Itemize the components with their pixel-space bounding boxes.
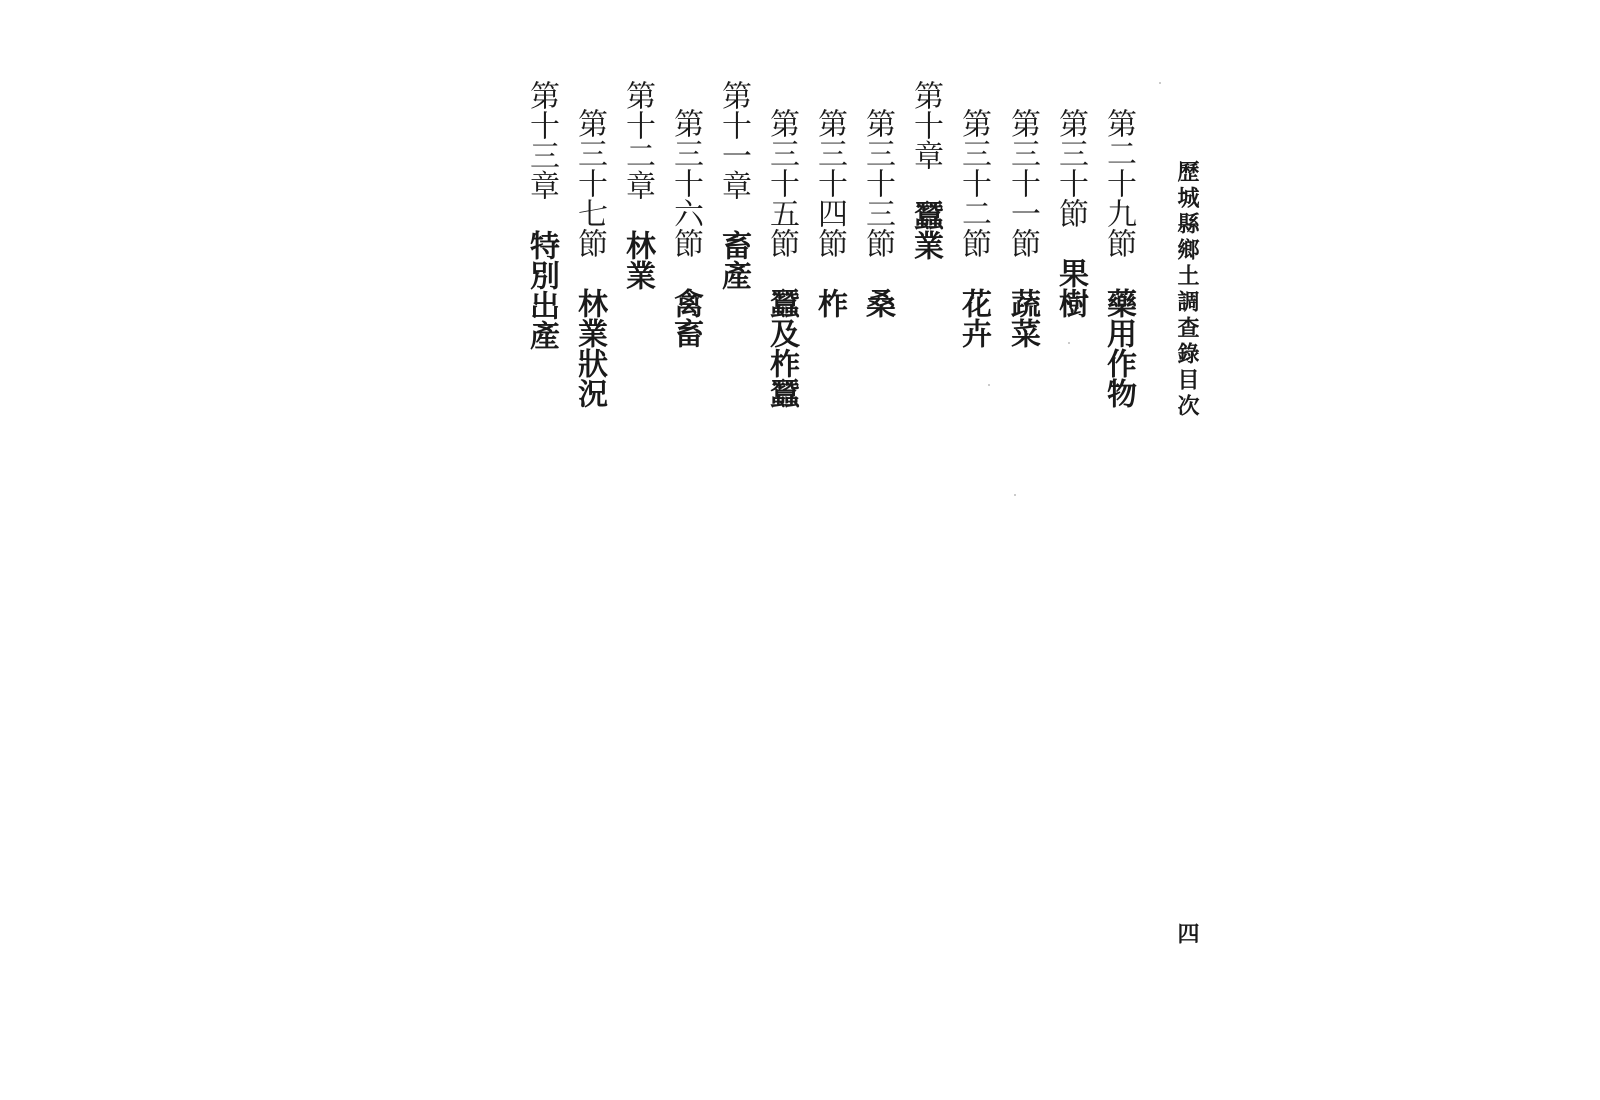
toc-entry-title: 花卉 bbox=[956, 288, 991, 348]
toc-entry-label: 第十二章 bbox=[620, 80, 655, 200]
toc-entry-title: 禽畜 bbox=[668, 288, 703, 348]
scan-speck bbox=[1159, 82, 1161, 84]
toc-entry-section-29 bbox=[1101, 108, 1136, 408]
toc-entry-label: 第三十三節 bbox=[860, 108, 895, 258]
page-number: 四 bbox=[1174, 922, 1200, 944]
toc-entry-title: 蔬菜 bbox=[1005, 288, 1040, 348]
toc-entry-label: 第三十五節 bbox=[764, 108, 799, 258]
toc-entry-label: 第十三章 bbox=[524, 80, 559, 200]
toc-entry-section-35 bbox=[764, 108, 799, 408]
toc-entry-label: 第三十節 bbox=[1053, 108, 1088, 228]
toc-entry-section-37 bbox=[572, 108, 607, 408]
toc-entry-label: 第三十二節 bbox=[956, 108, 991, 258]
toc-entry-section-36 bbox=[668, 108, 703, 348]
toc-entry-label: 第三十六節 bbox=[668, 108, 703, 258]
toc-entry-section-30 bbox=[1053, 108, 1088, 318]
toc-entry-title: 特別出產 bbox=[524, 230, 559, 350]
scan-speck bbox=[1068, 342, 1070, 344]
toc-entry-chapter-13 bbox=[524, 80, 559, 350]
toc-entry-label: 第三十一節 bbox=[1005, 108, 1040, 258]
toc-entry-title: 蠶及柞蠶 bbox=[764, 288, 799, 408]
scan-speck bbox=[1014, 494, 1016, 496]
toc-entry-label: 第十章 bbox=[908, 80, 943, 170]
toc-entry-label: 第三十七節 bbox=[572, 108, 607, 258]
toc-entry-section-33 bbox=[860, 108, 895, 318]
toc-entry-chapter-11 bbox=[716, 80, 751, 290]
toc-entry-title: 林業狀況 bbox=[572, 288, 607, 408]
toc-entry-label: 第二十九節 bbox=[1101, 108, 1136, 258]
scan-speck bbox=[988, 384, 990, 386]
toc-entry-title: 桑 bbox=[860, 288, 895, 318]
toc-entry-label: 第十一章 bbox=[716, 80, 751, 200]
toc-entry-chapter-12 bbox=[620, 80, 655, 290]
toc-entry-section-34 bbox=[812, 108, 847, 318]
running-header-title: 歷城縣鄉土調查錄目次 bbox=[1174, 160, 1200, 420]
toc-entry-title: 畜產 bbox=[716, 230, 751, 290]
toc-entry-section-31 bbox=[1005, 108, 1040, 348]
toc-entry-title: 蠶業 bbox=[908, 200, 943, 260]
toc-entry-title: 果樹 bbox=[1053, 258, 1088, 318]
toc-entry-title: 柞 bbox=[812, 288, 847, 318]
toc-entry-title: 林業 bbox=[620, 230, 655, 290]
toc-entry-label: 第三十四節 bbox=[812, 108, 847, 258]
toc-entry-chapter-10 bbox=[908, 80, 943, 260]
toc-entry-section-32 bbox=[956, 108, 991, 348]
toc-entry-title: 藥用作物 bbox=[1101, 288, 1136, 408]
